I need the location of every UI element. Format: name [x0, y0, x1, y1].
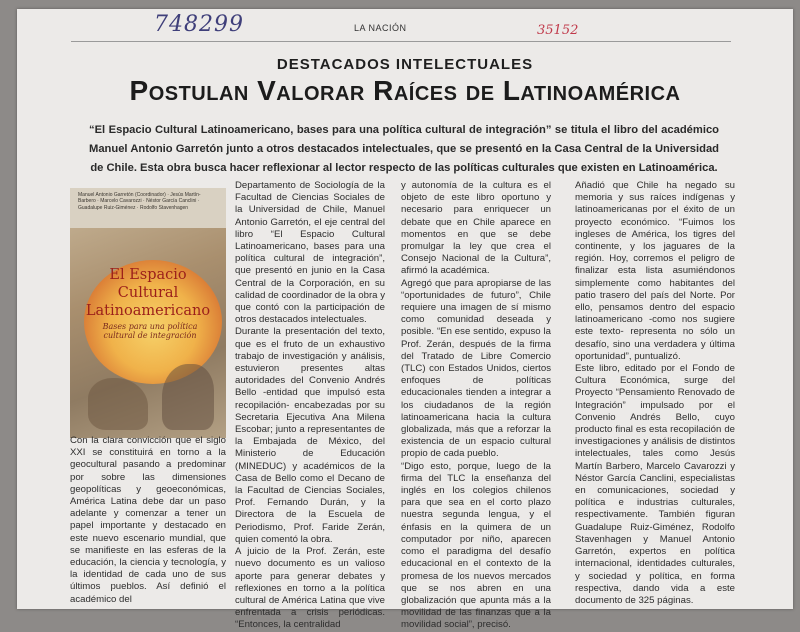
- header-rule: [71, 41, 731, 42]
- book-cover-authors: Manuel Antonio Garretón (Coordinador) · Jesús Martín-Barbero · Marcelo Cavarozzi · Néstor García Canclini · Guadalupe Ruiz-Giménez · Rodolfo Stavenhagen: [78, 192, 201, 211]
- column-paragraph: Con la clara convicción que el siglo XXI se constituirá en torno a la geocultural pasando a predominar por sobre las dimensiones geopolíticas y geoeconómicas, América Latina debe dar un paso adelante y comenzar a tener un papel importante y destacado en este nuevo escenario mundial, que se manifieste en las esferas de la educación, la ciencia y tecnología, y la identidad de cada uno de sus últimos pueblos. Así definió el académico del: [70, 435, 226, 605]
- column-paragraph: Este libro, editado por el Fondo de Cultura Económica, surge del Proyecto “Pensamiento Renovado de Integración” impulsado por el Convenio Andrés Bello, cuyo producto final es esta recopilación de investigaciones y análisis de distintos intelectuales, tales como Jesús Martín Barbero, Marcelo Cavarozzi y Néstor García Canclini, especialistas en comunicaciones, sociedad y política e industrias culturales, respectivamente. También figuran Guadalupe Ruiz-Giménez, Rodolfo Stavenhagen y Manuel Antonio Garretón, expertos en política internacional, identidades culturales, y sociedad y política, en forma respectiva, dando vida a este documento de 325 páginas.: [575, 363, 735, 606]
- article-column-3: [401, 180, 551, 632]
- column-paragraph: Durante la presentación del texto, que es el fruto de un exhaustivo trabajo de investigación y análisis, estuvieron presentes altas autoridades del Convenio Andrés Bello -entidad que impulsó esta recopilación- encabezadas por su Secretaria Ejecutiva Ana Milena Escobar; junto a representantes de la Embajada de México, del Ministerio de Educación (MINEDUC) y académicos de la Casa de Bello como el Decano de la Facultad de Ciencias Sociales, Prof. Fernando Durán, y la Directora de la Escuela de Periodismo, Prof. Faride Zerán, quien comentó la obra.: [235, 326, 385, 545]
- book-cover-title: El Espacio Cultural Latinoamericano: [85, 267, 211, 319]
- book-cover-figure: [162, 364, 214, 430]
- article-column-4: [575, 180, 735, 607]
- newspaper-clipping: [17, 9, 793, 631]
- column-paragraph: A juicio de la Prof. Zerán, este nuevo documento es un valioso aporte para generar debates y reflexiones en torno a la política cultural de América Latina que vive enfrentada a crisis periódicas. “Entonces, la centralidad: [235, 546, 385, 631]
- column-paragraph: “Digo esto, porque, luego de la firma del TLC la enseñanza del inglés en los colegios chilenos para que sea en el corto plazo nuestra segunda lengua, y el énfasis en la quimera de un computador por niño, aparecen como el paradigma del desafío educacional en el contexto de la promesa de los nuevos mercados que se nos abren en una globalización que apunta más a la movilidad de las finanzas que a la movilidad social”, precisó.: [401, 460, 551, 631]
- column-paragraph: Agregó que para apropiarse de las “oportunidades de futuro”, Chile requiere una imagen de sí mismo como comunidad deseada y posible. “En ese sentido, expuso la Prof. Zerán, después de la firma del Tratado de Libre Comercio (TLC) con Estados Unidos, ciertos enfoques de políticas educacionales tienden a integrar a los ciudadanos de la región latinoamericana hacia la cultura globalizada, más que a reforzar la existencia de un espacio cultural propio de cada pueblo.: [401, 277, 551, 460]
- article-headline: Postulan Valorar Raíces de Latinoamérica: [129, 75, 681, 106]
- book-cover-subtitle: Bases para una política cultural de integración: [102, 322, 198, 340]
- column-paragraph: Departamento de Sociología de la Facultad de Ciencias Sociales de la Universidad de Chile, Manuel Antonio Garretón, el eje central del libro “El Espacio Cultural Latinoamericano, bases para una política cultural de integración”, que presentó en junio en la Casa Central de la Corporación, en su calidad de coordinador de la obra y que contó con la participación de otros destacados intelectuales.: [235, 180, 385, 326]
- handwritten-number-left: 748299: [154, 12, 244, 37]
- article-column-1: [70, 435, 226, 606]
- handwritten-number-right: 35152: [537, 23, 579, 38]
- article-column-2: [235, 180, 385, 632]
- column-paragraph: Añadió que Chile ha negado su memoria y sus raíces indígenas y latinoamericanas por el éxito de un proyecto económico. “Fuimos los ingleses de América, los tigres del continente, y los jaguares de la región. Hoy, corremos el peligro de finalizar esta lista asumiéndonos simplemente como habitantes del patio trasero del país del Norte. Por ello, pensamos dentro del espacio latinoamericano -como nos sugiere este texto- representa no sólo un desafío, sino una verdadera y última oportunidad”, puntualizó.: [575, 180, 735, 362]
- article-lead: “El Espacio Cultural Latinoamericano, bases para una política cultural de integración” se titula el libro del académico Manuel Antonio Garretón junto a otros destacados intelectuales, que se presentó en la Casa Central de la Universidad de Chile. Esta obra busca hacer reflexionar al lector respecto de las políticas culturales que existen en Latinoamérica.: [89, 124, 719, 174]
- book-cover-image: [70, 188, 226, 438]
- column-paragraph: y autonomía de la cultura es el objeto de este libro oportuno y necesario para enriquecer un debate que en Chile aparece en momentos en que se debe promulgar la ley que crea el Consejo Nacional de la Cultura”, afirmó la académica.: [401, 180, 551, 277]
- book-cover-figure: [88, 378, 148, 430]
- article-kicker: DESTACADOS INTELECTUALES: [276, 56, 534, 73]
- page-folio: LA NACIÓN: [354, 23, 407, 33]
